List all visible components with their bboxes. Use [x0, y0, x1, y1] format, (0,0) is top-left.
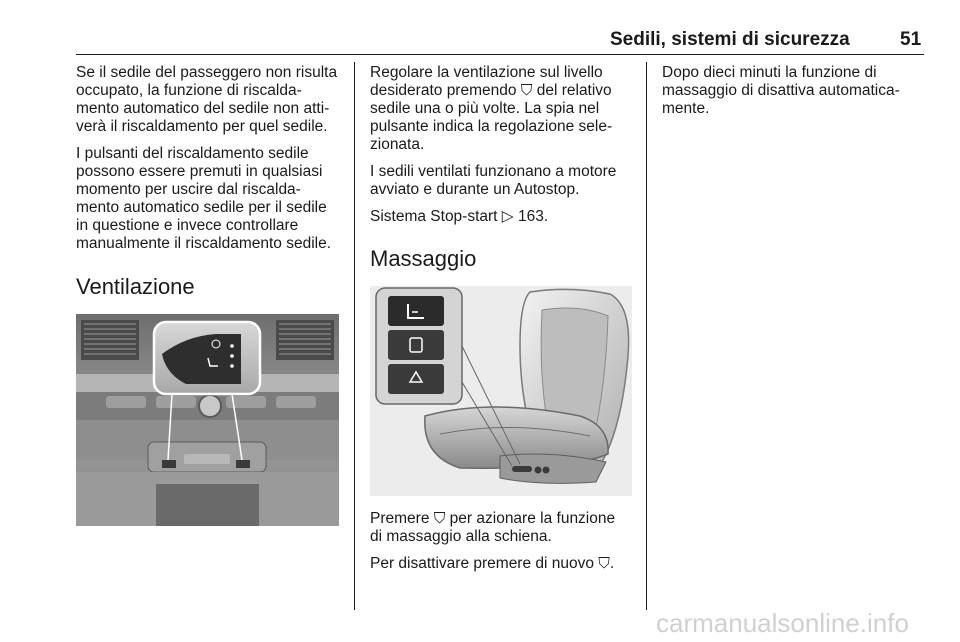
paragraph-massage-auto-off: Dopo dieci minuti la funzione di massaggio di disattiva automatica- mente. — [662, 64, 900, 117]
paragraph-heating-buttons: I pulsanti del riscaldamento sedile possono essere premuti in qualsiasi momento per uscire dal riscalda- mento automatico sedile per il sedile in questione e invece controllare manualmente il riscaldamento sedile. — [76, 145, 332, 252]
paragraph-stop-start-reference: Sistema Stop-start ▷ 163. — [370, 208, 549, 225]
massage-seat-illustration — [370, 286, 632, 496]
column-3 — [662, 64, 924, 127]
section-heading-ventilazione: Ventilazione — [76, 274, 195, 299]
paragraph-ventilation-level: Regolare la ventilazione sul livello desiderato premendo ⛉ del relativo sedile una o più volte. La spia nel pulsante indica la regolazione sele- zionata. — [370, 64, 613, 153]
paragraph-massage-deactivate: Per disattivare premere di nuovo ⛉. — [370, 555, 615, 572]
paragraph-passenger-seat: Se il sedile del passeggero non risulta occupato, la funzione di riscalda- mento automatico del sedile non atti- verà il riscaldamento per quel sedile. — [76, 64, 338, 135]
column-divider — [646, 62, 647, 610]
page-header-title: Sedili, sistemi di sicurezza — [610, 29, 850, 50]
header-rule — [76, 54, 924, 55]
column-2 — [370, 64, 638, 582]
paragraph-massage-activate: Premere ⛉ per azionare la funzione di massaggio alla schiena. — [370, 510, 616, 545]
section-heading-massaggio: Massaggio — [370, 246, 477, 271]
ventilation-console-illustration — [76, 314, 339, 526]
paragraph-ventilated-seats: I sedili ventilati funzionano a motore avviato e durante un Autostop. — [370, 163, 617, 198]
column-divider — [354, 62, 355, 610]
watermark-text: carmanualsonline.info — [656, 608, 909, 638]
column-1 — [76, 64, 344, 526]
page-number: 51 — [900, 29, 922, 50]
